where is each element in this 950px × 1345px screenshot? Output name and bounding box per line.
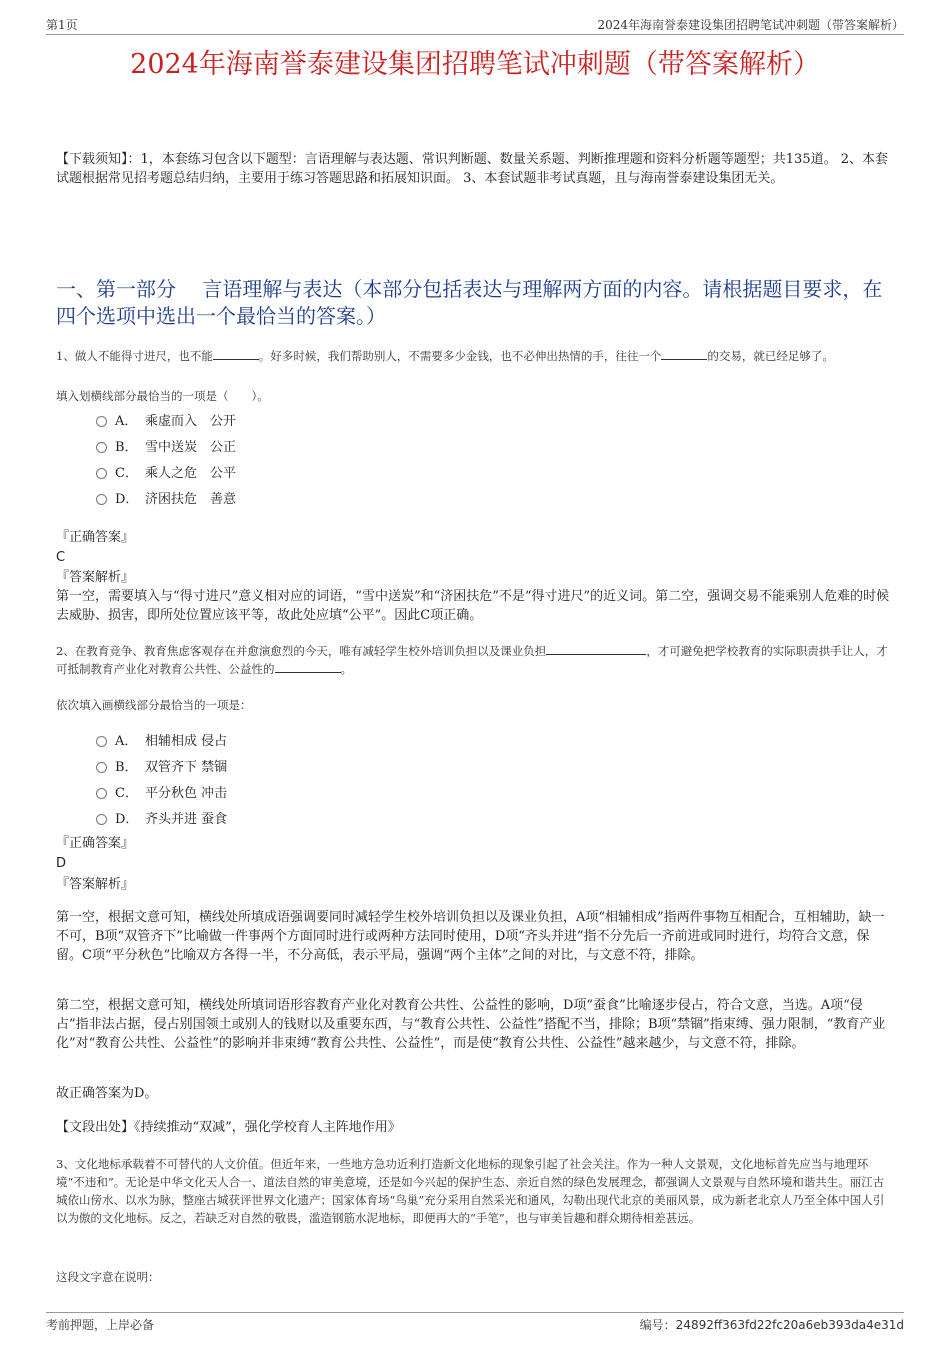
radio-icon[interactable] <box>96 814 107 825</box>
radio-icon[interactable] <box>96 468 107 479</box>
question-2-stem: 2、在教育竞争、教育焦虑客观存在并愈演愈烈的今天，唯有减轻学生校外培训负担以及课业负担 ，才可避免把学校教育的实际职责拱手让人，才可抵制教育产业化对教育公共性、公益性的 。 <box>56 644 888 676</box>
q1-answer-label: 『正确答案』 <box>56 530 135 545</box>
question-1-stem: 1、做人不能得寸进尺，也不能 。好多时候，我们帮助别人，不需要多少金钱，也不必伸出热情的手，往往一个 的交易，就已经足够了。 <box>56 349 834 363</box>
footer-slogan: 考前押题，上岸必备 <box>46 1318 155 1332</box>
q1-answer: C <box>56 550 66 565</box>
radio-icon[interactable] <box>96 416 107 427</box>
q2-option-a[interactable]: A． 相辅相成 侵占 <box>96 730 227 749</box>
blank-line <box>275 672 341 673</box>
q1-option-d[interactable]: D． 济困扶危 善意 <box>96 488 236 507</box>
question-3-stem: 3、文化地标承载着不可替代的人文价值。但近年来，一些地方急功近利打造新文化地标的现象引起了社会关注。作为一种人文景观，文化地标首先应当与地理环境“不违和”。无论是中华文化天人合一、道法自然的审美意境，还是如今兴起的保护生态、亲近自然的绿色发展理念，都强调人文景观与自然环境和谐共生。丽江古城依山傍水、以水为脉，整座古城获评世界文化遗产；国家体育场“鸟巢”充分采用自然采光和通风，勾勒出现代北京的美丽风景，成为新老北京人乃至全体中国人引以为傲的文化地标。反之，若缺乏对自然的敬畏，滥造钢筋水泥地标，即便再大的“手笔”，也与审美旨趣和群众期待相差甚远。 <box>56 1157 885 1225</box>
q1-analysis: 第一空，需要填入与“得寸进尺”意义相对应的词语，“雪中送炭”和“济困扶危”不是“得寸进尺”的近义词。第二空，强调交易不能乘别人危难的时候去威胁、损害，即所处位置应该平等，故此处应填“公平”。因此C项正确。 <box>56 589 890 623</box>
question-1-prompt: 填入划横线部分最恰当的一项是（ ）。 <box>56 389 269 403</box>
footer-serial: 编号：24892ff363fd22fc20a6eb393da4e31d <box>639 1318 904 1332</box>
download-notice: 【下载须知】：1，本套练习包含以下题型：言语理解与表达题、常识判断题、数量关系题、判断推理题和资料分析题等题型；共135道。 2、本套试题根据常见招考题总结归纳，主要用于练习答题思路和拓展知识面。 3、本套试题非考试真题，且与海南誉泰建设集团无关。 <box>56 152 888 186</box>
radio-icon[interactable] <box>96 494 107 505</box>
q2-answer-label: 『正确答案』 <box>56 836 135 851</box>
q2-answer: D <box>56 856 67 871</box>
q1-option-b[interactable]: B． 雪中送炭 公正 <box>96 436 236 455</box>
radio-icon[interactable] <box>96 442 107 453</box>
blank-line <box>213 359 259 360</box>
document-title: 2024年海南誉泰建设集团招聘笔试冲刺题（带答案解析） <box>130 49 820 80</box>
q1-option-c[interactable]: C． 乘人之危 公平 <box>96 462 236 481</box>
question-3-prompt: 这段文字意在说明： <box>56 1270 160 1284</box>
page-footer <box>46 1312 904 1333</box>
radio-icon[interactable] <box>96 736 107 747</box>
q1-analysis-label: 『答案解析』 <box>56 570 135 585</box>
q2-analysis-1: 第一空，根据文意可知，横线处所填成语强调要同时减轻学生校外培训负担以及课业负担，A项“相辅相成”指两件事物互相配合，互相辅助，缺一不可，B项“双管齐下”比喻做一件事两个方面同时进行或两种方法同时使用，D项“齐头并进”指不分先后一齐前进或同时进行，均符合文意，保留。C项“平分秋色”比喻双方各得一半，不分高低，表示平局，强调“两个主体”之间的对比，与文意不符，排除。 <box>56 910 885 963</box>
radio-icon[interactable] <box>96 762 107 773</box>
q2-conclusion: 故正确答案为D。 <box>56 1086 158 1101</box>
question-2-prompt: 依次填入画横线部分最恰当的一项是： <box>56 698 252 712</box>
q1-option-a[interactable]: A． 乘虚而入 公开 <box>96 410 236 429</box>
header-doc-title: 2024年海南誉泰建设集团招聘笔试冲刺题（带答案解析） <box>597 18 904 32</box>
section-heading: 一、第一部分 言语理解与表达（本部分包括表达与理解两方面的内容。请根据题目要求，在四个选项中选出一个最恰当的答案。） <box>56 277 883 328</box>
q2-analysis-label: 『答案解析』 <box>56 877 135 892</box>
q2-source: 【文段出处】《持续推动“双减”，强化学校育人主阵地作用》 <box>56 1120 401 1135</box>
q2-option-d[interactable]: D． 齐头并进 蚕食 <box>96 808 227 827</box>
q2-option-c[interactable]: C． 平分秋色 冲击 <box>96 782 227 801</box>
q2-option-b[interactable]: B． 双管齐下 禁锢 <box>96 756 227 775</box>
blank-line <box>546 654 646 655</box>
page-header <box>46 14 904 35</box>
page-number: 第1页 <box>46 18 78 32</box>
radio-icon[interactable] <box>96 788 107 799</box>
q2-analysis-2: 第二空，根据文意可知，横线处所填词语形容教育产业化对教育公共性、公益性的影响，D项“蚕食”比喻逐步侵占，符合文意，当选。A项“侵占”指非法占据，侵占别国领土或别人的钱财以及重要东西，与“教育公共性、公益性”搭配不当，排除；B项“禁锢”指束缚、强力限制，“教育产业化”对“教育公共性、公益性”的影响并非束缚“教育公共性、公益性”，而是使“教育公共性、公益性”越来越少，与文意不符，排除。 <box>56 998 886 1051</box>
blank-line <box>661 359 707 360</box>
